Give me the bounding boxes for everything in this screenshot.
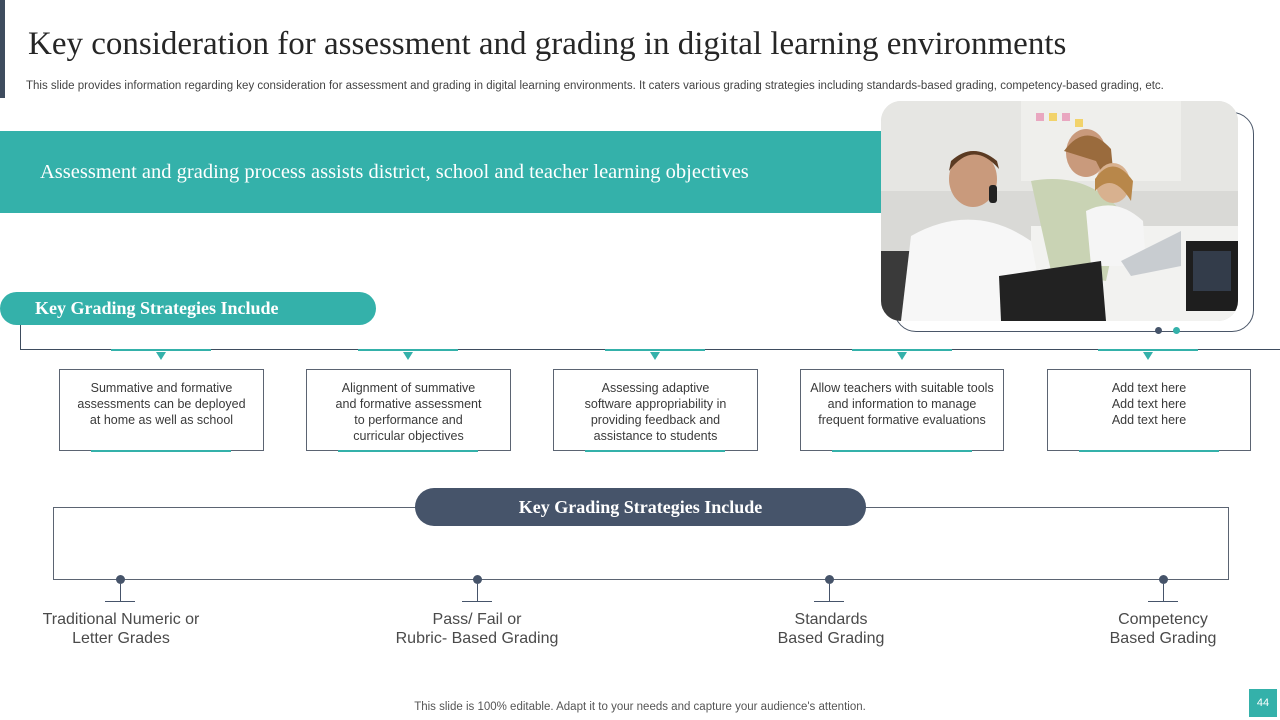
grading-type-line1: Standards <box>794 611 868 628</box>
photo-dot-teal <box>1173 327 1180 334</box>
grading-type-line1: Pass/ Fail or <box>432 611 522 628</box>
card-pointer-triangle <box>897 352 907 360</box>
grading-type-line2: Rubric- Based Grading <box>395 630 559 647</box>
page-subtitle: This slide provides information regarding key consideration for assessment and grading in digital learning environments. It caters various grading strategies including standards-based grading, competency-based grading, etc. <box>26 80 1164 92</box>
card-line: Add text here <box>1111 397 1187 411</box>
strategies-heading: Key Grading Strategies Include <box>35 298 279 318</box>
grading-node-stem <box>477 584 478 601</box>
card-pointer-triangle <box>1143 352 1153 360</box>
grading-node-base <box>462 601 492 602</box>
card-line: curricular objectives <box>353 429 464 443</box>
grading-node-dot <box>825 575 834 584</box>
page-number-badge: 44 <box>1249 689 1277 717</box>
office-team-photo <box>881 101 1238 321</box>
photo-dot-navy <box>1155 327 1162 334</box>
strategies-heading-pill <box>0 292 376 325</box>
card-line: Add text here <box>1111 381 1187 395</box>
card-line: at home as well as school <box>89 413 234 427</box>
card-underline <box>91 450 231 452</box>
grading-node-base <box>1148 601 1178 602</box>
grading-node-base <box>814 601 844 602</box>
card-pointer-triangle <box>403 352 413 360</box>
grading-type-label <box>21 610 221 648</box>
strategy-card <box>553 369 758 451</box>
card-tick-bar <box>605 349 705 351</box>
footer-note: This slide is 100% editable. Adapt it to your needs and capture your audience's attention. <box>414 701 866 713</box>
card-line: software appropriability in <box>584 397 727 411</box>
card-underline <box>338 450 478 452</box>
card-line: to performance and <box>354 413 463 427</box>
card-line: and formative assessment <box>335 397 482 411</box>
grading-type-line2: Letter Grades <box>72 630 170 647</box>
card-underline <box>832 450 972 452</box>
card-underline <box>1079 450 1219 452</box>
grading-type-label <box>377 610 577 648</box>
card-tick-bar <box>1098 349 1198 351</box>
grading-node-base <box>105 601 135 602</box>
strategy-card <box>1047 369 1251 451</box>
card-line: Allow teachers with suitable tools <box>810 381 994 395</box>
title-accent-bar <box>0 0 5 98</box>
objective-banner-text: Assessment and grading process assists district, school and teacher learning objectives <box>40 160 749 183</box>
card-line: assistance to students <box>593 429 718 443</box>
card-line: Add text here <box>1111 413 1187 427</box>
grading-type-label <box>1063 610 1263 648</box>
card-pointer-triangle <box>156 352 166 360</box>
card-tick-bar <box>358 349 458 351</box>
grading-node-stem <box>1163 584 1164 601</box>
grading-type-label <box>731 610 931 648</box>
grading-node-dot <box>1159 575 1168 584</box>
grading-node-dot <box>473 575 482 584</box>
grading-node-stem <box>829 584 830 601</box>
card-line: and information to manage <box>827 397 977 411</box>
grading-type-line1: Competency <box>1118 611 1208 628</box>
page-title: Key consideration for assessment and grading in digital learning environments <box>28 26 1067 62</box>
grading-type-line2: Based Grading <box>1109 630 1217 647</box>
strategy-card <box>800 369 1004 451</box>
grading-node-dot <box>116 575 125 584</box>
card-line: providing feedback and <box>590 413 721 427</box>
connector-vertical <box>20 325 21 350</box>
card-line: frequent formative evaluations <box>818 413 986 427</box>
grading-types-heading-pill <box>415 488 866 526</box>
grading-node-stem <box>120 584 121 601</box>
card-tick-bar <box>852 349 952 351</box>
card-pointer-triangle <box>650 352 660 360</box>
grading-types-heading: Key Grading Strategies Include <box>518 496 763 517</box>
card-underline <box>585 450 725 452</box>
card-line: assessments can be deployed <box>77 397 246 411</box>
card-line: Assessing adaptive <box>601 381 710 395</box>
grading-type-line2: Based Grading <box>777 630 885 647</box>
objective-banner <box>0 131 882 213</box>
grading-type-line1: Traditional Numeric or <box>42 611 200 628</box>
strategy-card <box>306 369 511 451</box>
card-line: Summative and formative <box>90 381 233 395</box>
card-line: Alignment of summative <box>341 381 476 395</box>
card-tick-bar <box>111 349 211 351</box>
strategy-card <box>59 369 264 451</box>
